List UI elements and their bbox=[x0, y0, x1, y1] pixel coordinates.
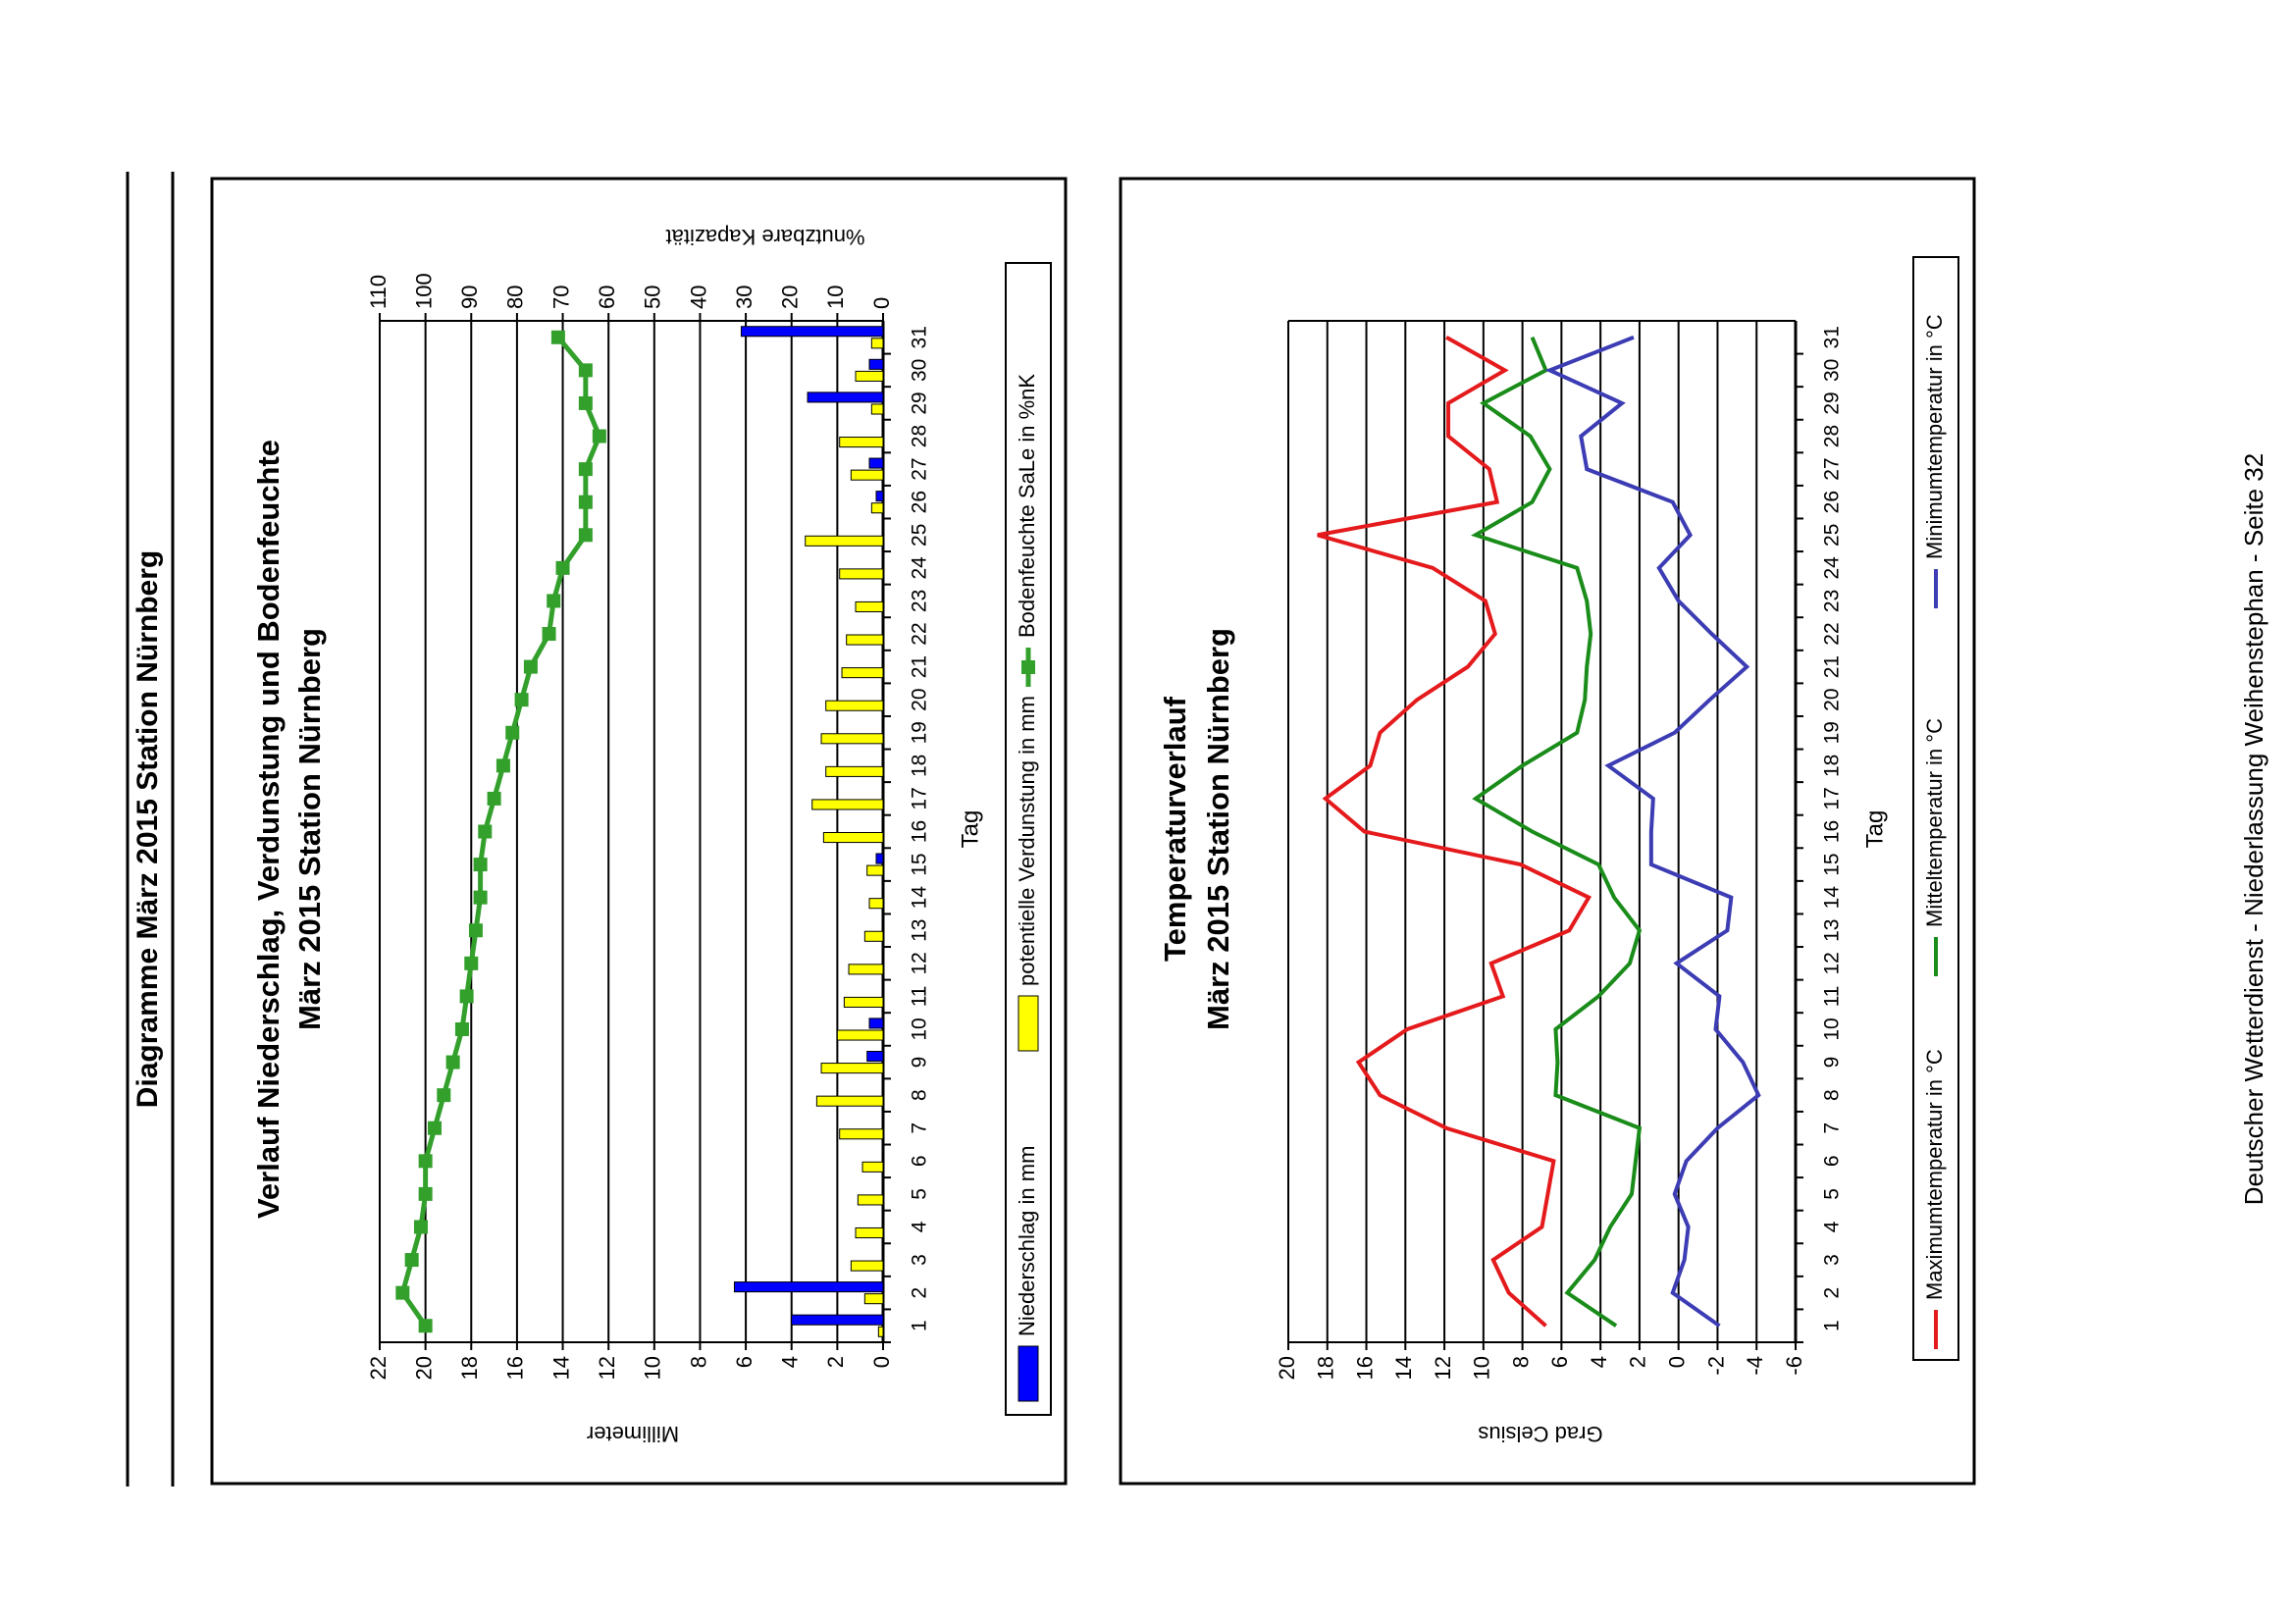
chart1-subtitle: März 2015 Station Nürnberg bbox=[292, 628, 328, 1030]
chart1-x-tick-label: 4 bbox=[908, 1221, 931, 1233]
chart1-x-tick-label: 3 bbox=[908, 1254, 931, 1266]
chart2-x-tick-label: 10 bbox=[1820, 1017, 1844, 1041]
chart2-x-tick-label: 30 bbox=[1820, 358, 1844, 383]
chart1-x-tick-label: 6 bbox=[908, 1155, 931, 1168]
chart1-x-tick-label: 9 bbox=[908, 1056, 931, 1069]
chart2-y-tick-label: -4 bbox=[1743, 1356, 1768, 1376]
chart1-bar-niederschlag bbox=[876, 854, 883, 863]
legend-swatch-verdunstung bbox=[1018, 996, 1038, 1051]
chart1-y2-tick-label: 70 bbox=[548, 285, 574, 309]
chart1-x-tick-label: 16 bbox=[908, 819, 931, 844]
chart1-x-tick-label: 26 bbox=[908, 491, 931, 514]
chart2-x-tick-label: 28 bbox=[1820, 424, 1844, 448]
chart1-y-tick-label: 12 bbox=[594, 1356, 619, 1381]
chart2-x-tick-label: 19 bbox=[1820, 721, 1844, 745]
chart1-x-tick-label: 17 bbox=[908, 787, 931, 810]
chart1-marker-bodenfeuchte bbox=[579, 496, 593, 509]
chart1-marker-bodenfeuchte bbox=[469, 923, 483, 937]
chart1-x-tick-label: 7 bbox=[908, 1121, 931, 1134]
chart1-x-tick-label: 15 bbox=[908, 853, 931, 876]
chart2-x-tick-label: 1 bbox=[1820, 1320, 1844, 1332]
chart1-bar-verdunstung bbox=[864, 1294, 883, 1304]
legend-swatch-niederschlag bbox=[1018, 1346, 1038, 1401]
chart1-y2-label: %nutzbare Kapazität bbox=[665, 225, 865, 250]
chart2-x-tick-label: 27 bbox=[1820, 457, 1844, 481]
chart1-bar-verdunstung bbox=[858, 1195, 883, 1205]
chart1-marker-bodenfeuchte bbox=[579, 396, 593, 410]
chart1-marker-bodenfeuchte bbox=[515, 693, 529, 706]
chart1-y2-tick-label: 100 bbox=[411, 273, 437, 309]
chart2-x-tick-label: 14 bbox=[1820, 885, 1844, 910]
legend-label-max: Maximumtemperatur in °C bbox=[1921, 1049, 1947, 1300]
chart1-marker-bodenfeuchte bbox=[551, 331, 565, 344]
chart1-bar-verdunstung bbox=[871, 339, 883, 348]
chart1-marker-bodenfeuchte bbox=[414, 1220, 428, 1233]
chart1-bar-niederschlag bbox=[869, 359, 883, 369]
legend-marker-bodenfeuchte bbox=[1021, 660, 1035, 674]
chart1-y-tick-label: 8 bbox=[686, 1356, 711, 1369]
chart2-x-tick-label: 18 bbox=[1820, 754, 1844, 778]
chart1-bar-verdunstung bbox=[864, 931, 883, 941]
chart1-y2-tick-label: 50 bbox=[640, 285, 665, 309]
chart1-x-tick-label: 2 bbox=[908, 1286, 931, 1299]
chart1-y2-tick-label: 0 bbox=[868, 296, 894, 309]
chart1-y-tick-label: 10 bbox=[640, 1356, 665, 1381]
chart1-marker-bodenfeuchte bbox=[478, 825, 492, 839]
chart1-x-tick-label: 11 bbox=[908, 985, 931, 1008]
chart1-bar-verdunstung bbox=[871, 404, 883, 414]
chart1-bar-verdunstung bbox=[856, 601, 883, 611]
chart2-x-tick-label: 8 bbox=[1820, 1089, 1844, 1101]
chart2-y-tick-label: -6 bbox=[1781, 1356, 1806, 1376]
legend-label-min: Minimumtemperatur in °C bbox=[1921, 314, 1947, 559]
chart1-bar-niederschlag bbox=[792, 1315, 883, 1325]
chart2-y-tick-label: 14 bbox=[1391, 1356, 1417, 1381]
chart1-marker-bodenfeuchte bbox=[464, 957, 478, 970]
chart1-marker-bodenfeuchte bbox=[460, 989, 474, 1003]
chart1-bar-verdunstung bbox=[869, 899, 883, 909]
chart1-marker-bodenfeuchte bbox=[579, 363, 593, 377]
chart1-x-tick-label: 12 bbox=[908, 952, 931, 975]
chart1-bar-niederschlag bbox=[867, 1051, 883, 1061]
chart1-marker-bodenfeuchte bbox=[496, 758, 510, 772]
chart2-y-tick-label: 16 bbox=[1352, 1356, 1378, 1381]
chart2-y-tick-label: 8 bbox=[1508, 1356, 1534, 1369]
chart1-marker-bodenfeuchte bbox=[474, 858, 488, 871]
chart1-x-label: Tag bbox=[957, 809, 984, 849]
chart2-frame bbox=[1121, 179, 1974, 1484]
chart1-bar-verdunstung bbox=[812, 800, 883, 809]
chart2-x-tick-label: 24 bbox=[1820, 556, 1844, 580]
chart1-y-label: Millimeter bbox=[586, 1422, 680, 1447]
chart1-bar-verdunstung bbox=[878, 1327, 883, 1336]
chart1-y-tick-label: 4 bbox=[777, 1356, 803, 1369]
chart1-bar-verdunstung bbox=[806, 536, 883, 546]
chart1-bar-verdunstung bbox=[844, 997, 883, 1007]
chart1-marker-bodenfeuchte bbox=[505, 726, 519, 740]
chart1-bar-verdunstung bbox=[862, 1162, 883, 1172]
chart1-bar-niederschlag bbox=[808, 392, 883, 402]
chart1-bar-niederschlag bbox=[734, 1282, 883, 1292]
chart1-x-tick-label: 31 bbox=[908, 326, 931, 349]
legend-label-bodenfeuchte: Bodenfeuchte SaLe in %nK bbox=[1014, 373, 1039, 638]
chart1-y2-tick-label: 80 bbox=[502, 285, 528, 309]
chart1-y-tick-label: 16 bbox=[502, 1356, 528, 1381]
chart1-marker-bodenfeuchte bbox=[405, 1253, 419, 1267]
chart1-x-tick-label: 19 bbox=[908, 721, 931, 745]
chart2-subtitle: März 2015 Station Nürnberg bbox=[1201, 628, 1236, 1030]
chart1-x-tick-label: 25 bbox=[908, 523, 931, 547]
chart1-y-tick-label: 0 bbox=[868, 1356, 894, 1369]
chart1-title: Verlauf Niederschlag, Verdunstung und Bodenfeuchte bbox=[251, 439, 287, 1220]
legend-label-mean: Mitteltemperatur in °C bbox=[1921, 718, 1947, 927]
chart2-x-tick-label: 2 bbox=[1820, 1286, 1844, 1299]
chart1-x-tick-label: 30 bbox=[908, 358, 931, 383]
chart1-bar-verdunstung bbox=[847, 635, 883, 645]
chart1-x-tick-label: 18 bbox=[908, 754, 931, 778]
chart1-marker-bodenfeuchte bbox=[428, 1121, 442, 1135]
chart2-x-tick-label: 17 bbox=[1820, 787, 1844, 810]
chart1-marker-bodenfeuchte bbox=[395, 1286, 409, 1300]
chart1-marker-bodenfeuchte bbox=[579, 528, 593, 542]
chart2-title: Temperaturverlauf bbox=[1158, 697, 1193, 962]
chart1-y-tick-label: 18 bbox=[457, 1356, 483, 1381]
chart1-bar-verdunstung bbox=[816, 1096, 883, 1106]
chart1-marker-bodenfeuchte bbox=[419, 1319, 433, 1332]
chart2-x-tick-label: 29 bbox=[1820, 391, 1844, 415]
chart1-x-tick-label: 13 bbox=[908, 918, 931, 942]
chart1-marker-bodenfeuchte bbox=[446, 1056, 460, 1069]
chart2-x-label: Tag bbox=[1861, 809, 1889, 849]
chart2-x-tick-label: 6 bbox=[1820, 1155, 1844, 1168]
chart2-x-tick-label: 23 bbox=[1820, 589, 1844, 613]
chart2-x-tick-label: 31 bbox=[1820, 326, 1844, 349]
chart1-marker-bodenfeuchte bbox=[419, 1187, 433, 1201]
legend-label-niederschlag: Niederschlag in mm bbox=[1014, 1145, 1039, 1336]
chart1-x-tick-label: 5 bbox=[908, 1188, 931, 1200]
chart1-bar-verdunstung bbox=[840, 438, 883, 447]
chart1-bar-verdunstung bbox=[867, 865, 883, 875]
chart1-bar-verdunstung bbox=[851, 470, 883, 480]
chart1-x-tick-label: 8 bbox=[908, 1089, 931, 1101]
chart2-y-label: Grad Celsius bbox=[1478, 1422, 1603, 1447]
chart1-y-tick-label: 2 bbox=[823, 1356, 849, 1369]
chart2-x-tick-label: 4 bbox=[1820, 1221, 1844, 1233]
chart2-x-tick-label: 13 bbox=[1820, 918, 1844, 942]
chart1-y2-tick-label: 60 bbox=[594, 285, 619, 309]
chart1-frame bbox=[212, 179, 1066, 1484]
chart2-x-tick-label: 9 bbox=[1820, 1056, 1844, 1069]
chart2-x-tick-label: 11 bbox=[1820, 985, 1844, 1008]
chart1-y-tick-label: 6 bbox=[731, 1356, 757, 1369]
chart1-bar-niederschlag bbox=[869, 458, 883, 468]
chart1-y2-tick-label: 40 bbox=[686, 285, 711, 309]
chart1-x-tick-label: 21 bbox=[908, 654, 931, 679]
chart2-x-tick-label: 25 bbox=[1820, 523, 1844, 547]
chart1-bar-verdunstung bbox=[851, 1261, 883, 1271]
chart2-x-tick-label: 22 bbox=[1820, 622, 1844, 646]
chart1-bar-verdunstung bbox=[849, 965, 883, 974]
chart1-bar-verdunstung bbox=[871, 503, 883, 513]
chart1-x-tick-label: 28 bbox=[908, 424, 931, 448]
legend-label-verdunstung: potentielle Verdunstung in mm bbox=[1014, 696, 1039, 986]
chart1-marker-bodenfeuchte bbox=[474, 891, 488, 905]
chart1-x-tick-label: 1 bbox=[908, 1320, 931, 1332]
chart2-y-tick-label: 6 bbox=[1547, 1356, 1573, 1369]
chart1-bar-verdunstung bbox=[826, 701, 883, 710]
chart1-x-tick-label: 14 bbox=[908, 885, 931, 910]
chart1-y-tick-label: 20 bbox=[411, 1356, 437, 1381]
chart1-x-tick-label: 27 bbox=[908, 457, 931, 481]
chart2-x-tick-label: 3 bbox=[1820, 1254, 1844, 1266]
chart2-y-tick-label: 18 bbox=[1313, 1356, 1338, 1381]
chart2-x-tick-label: 15 bbox=[1820, 853, 1844, 876]
chart1-y-tick-label: 14 bbox=[548, 1356, 574, 1381]
chart1-x-tick-label: 23 bbox=[908, 589, 931, 613]
chart1-y2-tick-label: 30 bbox=[731, 285, 757, 309]
chart2-y-tick-label: 4 bbox=[1586, 1356, 1611, 1369]
chart1-marker-bodenfeuchte bbox=[593, 430, 606, 443]
chart1-marker-bodenfeuchte bbox=[556, 561, 570, 575]
chart1-x-tick-label: 10 bbox=[908, 1017, 931, 1041]
chart1-marker-bodenfeuchte bbox=[543, 627, 556, 641]
chart1-bar-verdunstung bbox=[842, 668, 883, 678]
chart1-x-tick-label: 20 bbox=[908, 688, 931, 711]
chart2-x-tick-label: 16 bbox=[1820, 819, 1844, 844]
chart2-x-tick-label: 26 bbox=[1820, 491, 1844, 514]
chart1-y2-tick-label: 90 bbox=[457, 285, 483, 309]
chart2-y-tick-label: 0 bbox=[1664, 1356, 1690, 1369]
chart1-bar-verdunstung bbox=[826, 766, 883, 776]
chart2-x-tick-label: 12 bbox=[1820, 952, 1844, 975]
chart1-bar-verdunstung bbox=[840, 1129, 883, 1139]
chart1-bar-verdunstung bbox=[856, 371, 883, 381]
chart1-marker-bodenfeuchte bbox=[437, 1088, 450, 1102]
chart1-bar-niederschlag bbox=[869, 1018, 883, 1028]
chart1-bar-niederschlag bbox=[741, 327, 883, 337]
chart1-x-tick-label: 22 bbox=[908, 622, 931, 646]
chart1-bar-verdunstung bbox=[821, 1064, 883, 1073]
chart2-y-tick-label: 2 bbox=[1625, 1356, 1650, 1369]
chart1-y-tick-label: 22 bbox=[365, 1356, 391, 1381]
chart2-x-tick-label: 20 bbox=[1820, 688, 1844, 711]
chart1-x-tick-label: 29 bbox=[908, 391, 931, 415]
chart1-y2-tick-label: 20 bbox=[777, 285, 803, 309]
page-footer: Deutscher Wetterdienst - Niederlassung Weihenstephan - Seite 32 bbox=[2239, 452, 2269, 1206]
chart2-y-tick-label: 10 bbox=[1469, 1356, 1494, 1381]
chart2-y-tick-label: 20 bbox=[1274, 1356, 1299, 1381]
chart1-marker-bodenfeuchte bbox=[419, 1154, 433, 1168]
chart1-bar-verdunstung bbox=[837, 1030, 883, 1040]
chart1-x-tick-label: 24 bbox=[908, 556, 931, 580]
chart2-y-tick-label: -2 bbox=[1703, 1356, 1729, 1376]
chart1-bar-niederschlag bbox=[876, 492, 883, 501]
chart1-marker-bodenfeuchte bbox=[547, 594, 560, 607]
chart1-bar-verdunstung bbox=[840, 569, 883, 579]
page-title: Diagramme März 2015 Station Nürnberg bbox=[131, 549, 164, 1109]
chart1-bar-verdunstung bbox=[823, 833, 883, 843]
chart1-marker-bodenfeuchte bbox=[524, 660, 538, 674]
chart1-y2-tick-label: 110 bbox=[365, 274, 391, 309]
chart2-y-tick-label: 12 bbox=[1430, 1356, 1455, 1381]
chart1-y2-tick-label: 10 bbox=[823, 285, 849, 309]
chart2-x-tick-label: 21 bbox=[1820, 654, 1844, 679]
chart1-marker-bodenfeuchte bbox=[579, 462, 593, 476]
chart2-x-tick-label: 5 bbox=[1820, 1188, 1844, 1200]
chart1-bar-verdunstung bbox=[856, 1227, 883, 1237]
chart1-bar-verdunstung bbox=[821, 734, 883, 744]
chart1-marker-bodenfeuchte bbox=[455, 1022, 469, 1036]
chart1-marker-bodenfeuchte bbox=[488, 792, 501, 806]
chart2-x-tick-label: 7 bbox=[1820, 1121, 1844, 1134]
